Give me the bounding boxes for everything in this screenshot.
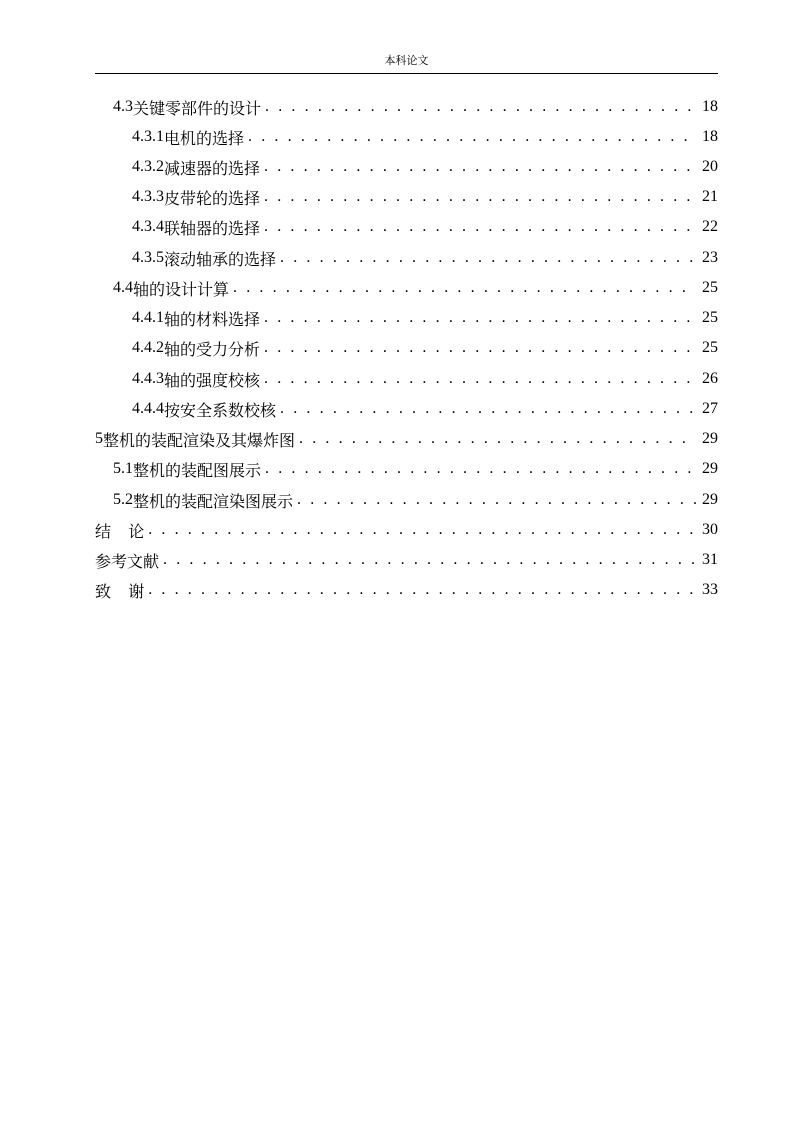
toc-entry-4-4-1[interactable] xyxy=(132,303,718,333)
page-header: 本科论文 xyxy=(384,54,429,67)
toc-entry-page: 29 xyxy=(702,460,718,477)
toc-entry-4-3-4[interactable] xyxy=(132,212,718,242)
toc-entry-number: 5.2 xyxy=(113,491,133,508)
toc-entry-references[interactable] xyxy=(95,545,718,575)
toc-entry-title-second-char: 论 xyxy=(128,521,145,541)
toc-entry-4-4-3[interactable] xyxy=(132,364,718,394)
toc-entry-4-4-4[interactable] xyxy=(132,394,718,424)
toc-entry-page: 25 xyxy=(702,309,718,326)
toc-entry-number: 4.3.5 xyxy=(132,249,164,266)
toc-entry-title: 电机的选择 xyxy=(164,128,245,148)
toc-dot-leader xyxy=(233,280,696,296)
toc-dot-leader xyxy=(297,492,696,508)
toc-entry-page: 18 xyxy=(702,98,718,115)
toc-entry-title: 减速器的选择 xyxy=(164,158,261,178)
toc-entry-title-first-char: 结 xyxy=(95,521,112,541)
toc-entry-title: 轴的材料选择 xyxy=(164,309,261,329)
toc-entry-4-4-2[interactable] xyxy=(132,333,718,363)
toc-entry-title: 滚动轴承的选择 xyxy=(164,249,277,269)
toc-entry-title: 轴的受力分析 xyxy=(164,339,261,359)
toc-dot-leader xyxy=(265,99,696,115)
toc-dot-leader xyxy=(299,431,696,447)
toc-entry-number: 4.4.1 xyxy=(132,309,164,326)
toc-entry-title: 整机的装配渲染及其爆炸图 xyxy=(103,430,296,450)
toc-entry-5-1[interactable] xyxy=(113,454,718,484)
toc-entry-4-3-2[interactable] xyxy=(132,152,718,182)
toc-entry-number: 4.3.4 xyxy=(132,218,164,235)
toc-entry-title: 整机的装配图展示 xyxy=(133,460,262,480)
toc-entry-page: 18 xyxy=(702,128,718,145)
toc-entry-acknowledgements[interactable] xyxy=(95,575,718,605)
toc-entry-title: 整机的装配渲染图展示 xyxy=(133,491,294,511)
toc-entry-page: 30 xyxy=(702,521,718,538)
toc-dot-leader xyxy=(248,129,696,145)
toc-entry-number: 4.3.2 xyxy=(132,158,164,175)
toc-dot-leader xyxy=(163,552,696,568)
toc-entry-number: 4.4.3 xyxy=(132,370,164,387)
toc-dot-leader xyxy=(280,250,696,266)
toc-entry-title: 联轴器的选择 xyxy=(164,218,261,238)
toc-entry-title-first-char: 致 xyxy=(95,581,112,601)
toc-entry-title: 皮带轮的选择 xyxy=(164,188,261,208)
toc-dot-leader xyxy=(264,189,696,205)
toc-entry-title: 轴的强度校核 xyxy=(164,370,261,390)
toc-entry-number: 4.3 xyxy=(113,98,133,115)
toc-entry-page: 29 xyxy=(702,491,718,508)
toc-entry-4-3[interactable] xyxy=(113,92,718,122)
toc-entry-page: 33 xyxy=(702,581,718,598)
toc-entry-4-4[interactable] xyxy=(113,273,718,303)
toc-dot-leader xyxy=(265,461,696,477)
toc-entry-4-3-5[interactable] xyxy=(132,243,718,273)
toc-entry-number: 4.4.2 xyxy=(132,339,164,356)
toc-entry-page: 25 xyxy=(702,279,718,296)
toc-entry-number: 4.3.1 xyxy=(132,128,164,145)
toc-entry-number: 4.4 xyxy=(113,279,133,296)
toc-dot-leader xyxy=(148,582,696,598)
toc-entry-number: 4.3.3 xyxy=(132,188,164,205)
toc-entry-page: 31 xyxy=(702,551,718,568)
toc-entry-page: 20 xyxy=(702,158,718,175)
toc-dot-leader xyxy=(264,371,696,387)
toc-entry-conclusion[interactable] xyxy=(95,515,718,545)
toc-dot-leader xyxy=(264,310,696,326)
toc-dot-leader xyxy=(264,219,696,235)
toc-entry-5-2[interactable] xyxy=(113,485,718,515)
toc-entry-title-second-char: 谢 xyxy=(128,581,145,601)
toc-entry-4-3-1[interactable] xyxy=(132,122,718,152)
toc-entry-title: 关键零部件的设计 xyxy=(133,98,262,118)
toc-entry-page: 23 xyxy=(702,249,718,266)
toc-entry-page: 29 xyxy=(702,430,718,447)
toc-entry-4-3-3[interactable] xyxy=(132,182,718,212)
toc-entry-page: 21 xyxy=(702,188,718,205)
toc-entry-number: 5 xyxy=(95,430,103,447)
header-rule xyxy=(95,73,718,74)
toc-entry-title: 按安全系数校核 xyxy=(164,400,277,420)
toc-entry-title: 轴的设计计算 xyxy=(133,279,230,299)
toc-entry-number: 5.1 xyxy=(113,460,133,477)
toc-entry-page: 25 xyxy=(702,339,718,356)
toc-entry-number: 4.4.4 xyxy=(132,400,164,417)
toc-entry-page: 26 xyxy=(702,370,718,387)
toc-dot-leader xyxy=(264,159,696,175)
toc-entry-page: 27 xyxy=(702,400,718,417)
toc-entry-5[interactable] xyxy=(95,424,718,454)
toc-entry-title: 参考文献 xyxy=(95,551,160,571)
toc-dot-leader xyxy=(264,340,696,356)
toc-dot-leader xyxy=(280,401,696,417)
toc-entry-page: 22 xyxy=(702,218,718,235)
toc-dot-leader xyxy=(148,522,696,538)
